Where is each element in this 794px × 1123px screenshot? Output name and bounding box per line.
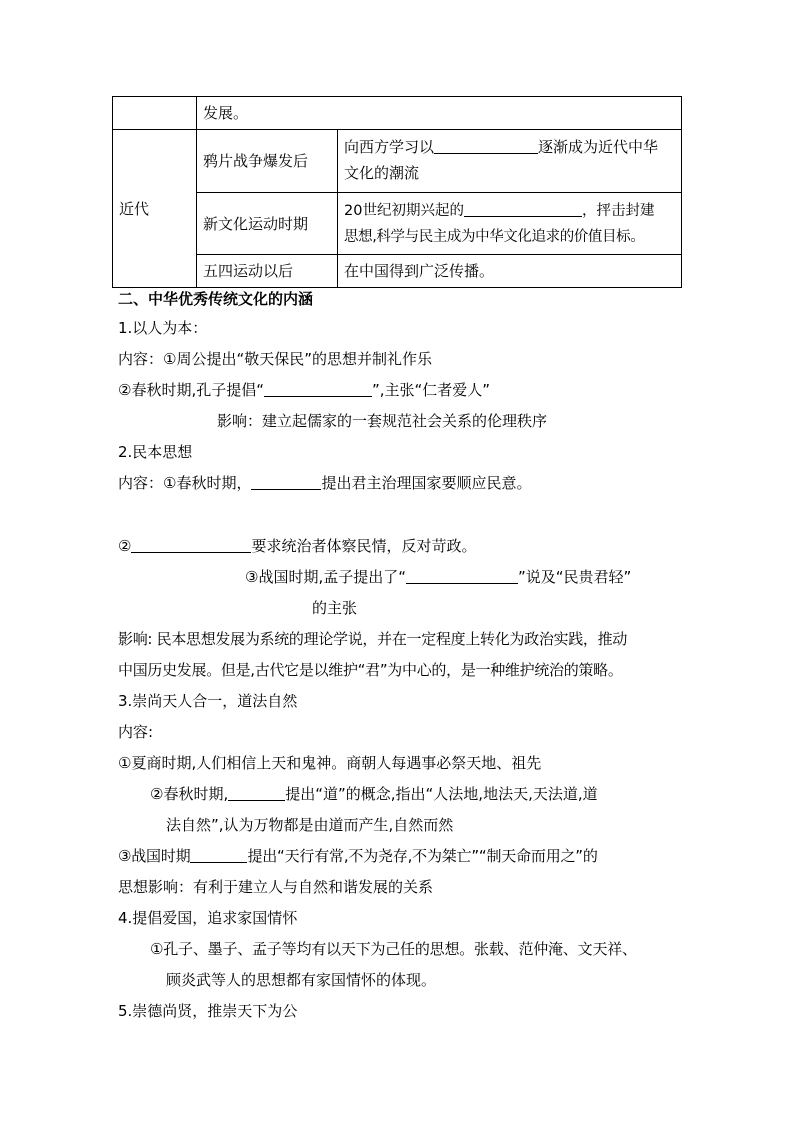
content-text: ②春秋时期,孔子提倡“: [118, 381, 264, 399]
content-line: ①孔子、墨子、孟子等均有以天下为己任的思想。张载、范仲淹、文天祥、: [150, 940, 637, 958]
content-text: 内容：①春秋时期，: [118, 474, 252, 492]
content-line: 顾炎武等人的思想都有家国情怀的体现。: [166, 971, 437, 989]
content-label: 内容:: [118, 723, 154, 741]
fill-blank[interactable]: [464, 200, 582, 217]
content-text: ②: [118, 537, 132, 555]
item-title: 5.崇德尚贤，推崇天下为公: [118, 1002, 298, 1020]
influence-line: 影响: 民本思想发展为系统的理论学说，并在一定程度上转化为政治实践，推动: [118, 630, 628, 648]
content-text: 向西方学习以: [344, 138, 435, 156]
content-line: 内容：①周公提出“敬天保民”的思想并制礼作乐: [118, 350, 432, 368]
fill-blank[interactable]: [190, 846, 247, 863]
fill-blank[interactable]: [434, 137, 538, 154]
content-line: 的主张: [312, 599, 358, 617]
fill-blank[interactable]: [228, 784, 285, 801]
content-cell: [338, 193, 682, 255]
fill-blank[interactable]: [406, 567, 518, 584]
content-text: ”,主张“仁者爱人”: [372, 381, 491, 399]
table-row: [113, 130, 682, 193]
content-cell: [338, 130, 682, 193]
table-row: [113, 193, 682, 255]
content-text: 要求统治者体察民情，反对苛政。: [251, 537, 477, 555]
table-cell-empty: [113, 97, 197, 130]
era-cell: 近代: [113, 130, 197, 288]
item-title: 3.崇尚天人合一，道法自然: [118, 692, 298, 710]
content-text: ”说及“民贵君轻”: [518, 568, 632, 586]
fill-blank[interactable]: [264, 380, 372, 397]
content-text: 20世纪初期兴起的: [344, 202, 464, 219]
influence-line: 思想影响：有利于建立人与自然和谐发展的关系: [118, 878, 434, 896]
content-text: 提出君主治理国家要顺应民意。: [321, 474, 532, 492]
content-text: 提出“道”的概念,指出“人法地,地法天,天法道,道: [285, 785, 598, 803]
influence-line: 中国历史发展。但是,古代它是以维护“君”为中心的，是一种维护统治的策略。: [118, 661, 623, 679]
fill-blank[interactable]: [131, 536, 251, 553]
item-title: 1.以人为本：: [118, 319, 208, 337]
content-line: [150, 784, 598, 804]
content-line: [245, 567, 631, 587]
period-cell: 鸦片战争爆发后: [197, 130, 338, 193]
table-cell: 发展。: [197, 97, 682, 130]
influence-line: 影响：建立起儒家的一套规范社会关系的伦理秩序: [217, 412, 548, 430]
content-line: ①夏商时期,人们相信上天和鬼神。商朝人每遇事必祭天地、祖先: [118, 754, 542, 772]
content-cell: 在中国得到广泛传播。: [338, 255, 682, 288]
section-title: 二、中华优秀传统文化的内涵: [118, 290, 314, 308]
content-line: [118, 473, 531, 493]
history-table: [112, 96, 682, 288]
period-cell: 五四运动以后: [197, 255, 338, 288]
content-line: [118, 846, 598, 866]
period-cell: 新文化运动时期: [197, 193, 338, 255]
content-line: 法自然”,认为万物都是由道而产生,自然而然: [166, 816, 454, 834]
table-row: [113, 97, 682, 130]
content-text: ③战国时期: [118, 847, 191, 865]
item-title: 4.提倡爱国，追求家国情怀: [118, 909, 298, 927]
content-text: 思想,科学与民主成为中华文化追求的价值目标。: [344, 228, 645, 245]
content-text: 逐渐成为近代中华: [538, 138, 659, 156]
content-text: ，抨击封建: [581, 202, 655, 219]
fill-blank[interactable]: [251, 473, 321, 490]
item-title: 2.民本思想: [118, 443, 193, 461]
content-text: 文化的潮流: [344, 164, 420, 182]
content-line: [118, 380, 490, 400]
content-line: [118, 536, 476, 556]
content-text: ③战国时期,孟子提出了“: [245, 568, 406, 586]
content-text: ②春秋时期,: [150, 785, 229, 803]
table-row: [113, 255, 682, 288]
content-text: 提出“天行有常,不为尧存,不为桀亡”“制天命而用之”的: [247, 847, 598, 865]
